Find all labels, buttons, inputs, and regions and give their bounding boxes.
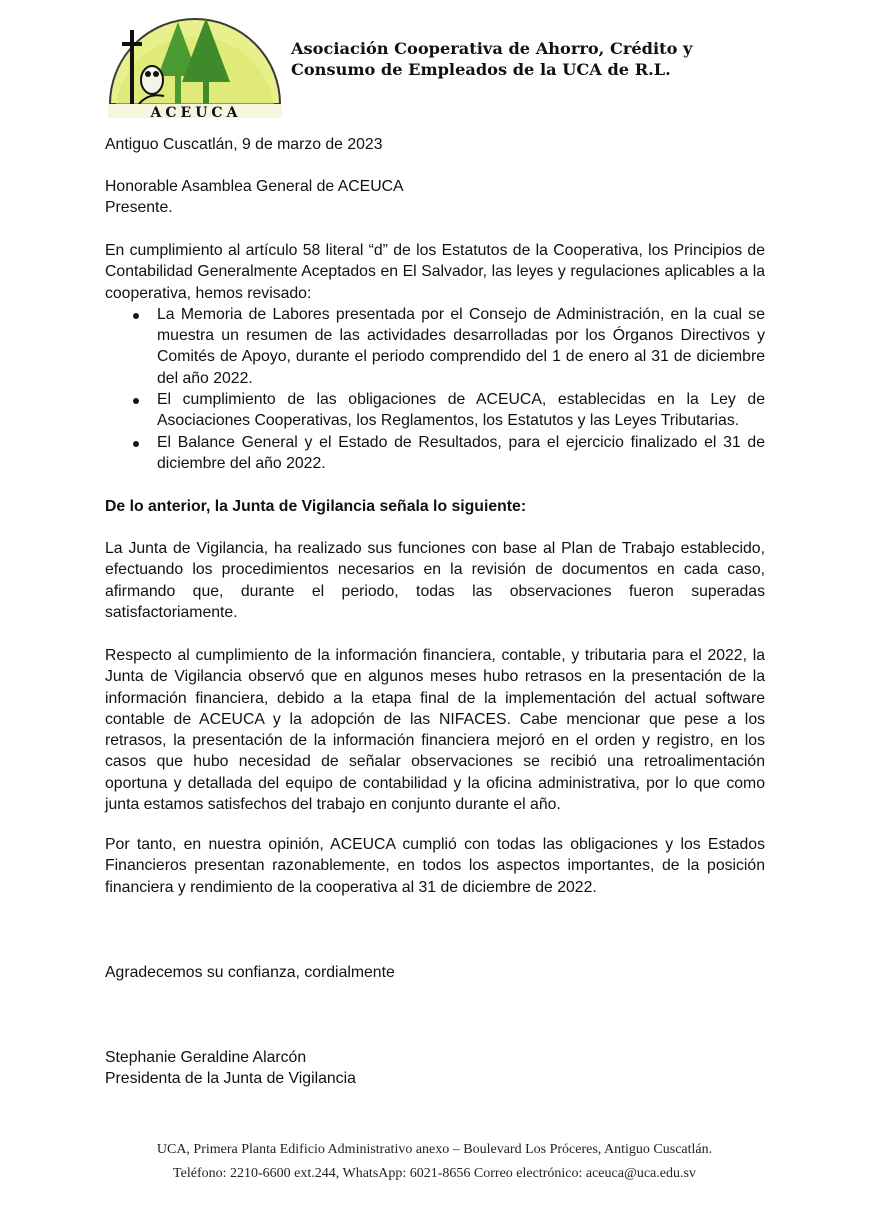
- signer-title: Presidenta de la Junta de Vigilancia: [105, 1070, 356, 1088]
- footer-address: UCA, Primera Planta Edificio Administrativo anexo – Boulevard Los Próceres, Antiguo Cuscatlán.: [156, 1142, 713, 1157]
- list-item: [105, 432, 765, 475]
- list-item-text: La Memoria de Labores presentada por el Consejo de Administración, en la cual se muestra un resumen de las actividades desarrolladas por los Órganos Directivos y Comités de Apoyo, durante el periodo comprendido del 1 de enero al 31 de diciembre del año 2022.: [157, 305, 765, 387]
- organization-name: [291, 38, 692, 80]
- footer-contact: Teléfono: 2210-6600 ext.244, WhatsApp: 6021-8656 Correo electrónico: aceuca@uca.edu.sv: [173, 1166, 696, 1181]
- aceuca-logo: [106, 12, 284, 120]
- intro-paragraph: En cumplimiento al artículo 58 literal “d” de los Estatutos de la Cooperativa, los Principios de Contabilidad Generalmente Aceptados en El Salvador, las leyes y regulaciones aplicables a la cooperativa, hemos revisado:: [105, 242, 765, 302]
- paragraph-opinion: Por tanto, en nuestra opinión, ACEUCA cumplió con todas las obligaciones y los Estados Financieros presentan razonablemente, en todos los aspectos importantes, de la posición financiera y rendimiento de la cooperativa al 31 de diciembre de 2022.: [105, 836, 765, 896]
- section-heading: De lo anterior, la Junta de Vigilancia señala lo siguiente:: [105, 498, 527, 515]
- bullet-icon: [133, 398, 139, 404]
- signer-name: Stephanie Geraldine Alarcón: [105, 1049, 307, 1066]
- intro-section: [105, 240, 765, 474]
- paragraph-functions: La Junta de Vigilancia, ha realizado sus funciones con base al Plan de Trabajo establecido, efectuando los procedimientos necesarios en la revisión de documentos en cada caso, afirmando que, durante el periodo, todas las observaciones fueron superadas satisfactoriamente.: [105, 540, 765, 621]
- list-item: [105, 389, 765, 432]
- paragraph-financial-info: Respecto al cumplimiento de la información financiera, contable, y tributaria para el 2022, la Junta de Vigilancia observó que en algunos meses hubo retrasos en la presentación de la información financiera, debido a la etapa final de la implementación del actual software contable de ACEUCA y la adopción de las NIFACES. Cabe mencionar que pese a los retrasos, la presentación de la información financiera mejoró en el orden y registro, en los casos que hubo necesidad de señalar observaciones se recibió una retroalimentación oportuna y detallada del equipo de contabilidad y la oficina administrativa, por lo que como junta estamos satisfechos del trabajo en conjunto durante el año.: [105, 647, 765, 814]
- list-item-text: El cumplimiento de las obligaciones de ACEUCA, establecidas en la Ley de Asociaciones Cooperativas, los Reglamentos, los Estatutos y las Leyes Tributarias.: [157, 391, 765, 430]
- organization-name-line1: Asociación Cooperativa de Ahorro, Crédito y: [291, 39, 693, 58]
- presente: Presente.: [105, 199, 173, 217]
- list-item-text: El Balance General y el Estado de Resultados, para el ejercicio finalizado el 31 de diciembre del año 2022.: [157, 433, 765, 472]
- closing-line: Agradecemos su confianza, cordialmente: [105, 964, 395, 981]
- logo-wordmark: ACEUCA: [150, 105, 242, 120]
- reviewed-items-list: [105, 304, 765, 474]
- organization-name-line2: Consumo de Empleados de la UCA de R.L.: [291, 60, 671, 79]
- bullet-icon: [133, 441, 139, 447]
- signature-block: [105, 1047, 765, 1090]
- recipient-block: [105, 176, 765, 219]
- list-item: [105, 304, 765, 389]
- recipient: Honorable Asamblea General de ACEUCA: [105, 178, 404, 195]
- letter-date: Antiguo Cuscatlán, 9 de marzo de 2023: [105, 136, 383, 153]
- bullet-icon: [133, 313, 139, 319]
